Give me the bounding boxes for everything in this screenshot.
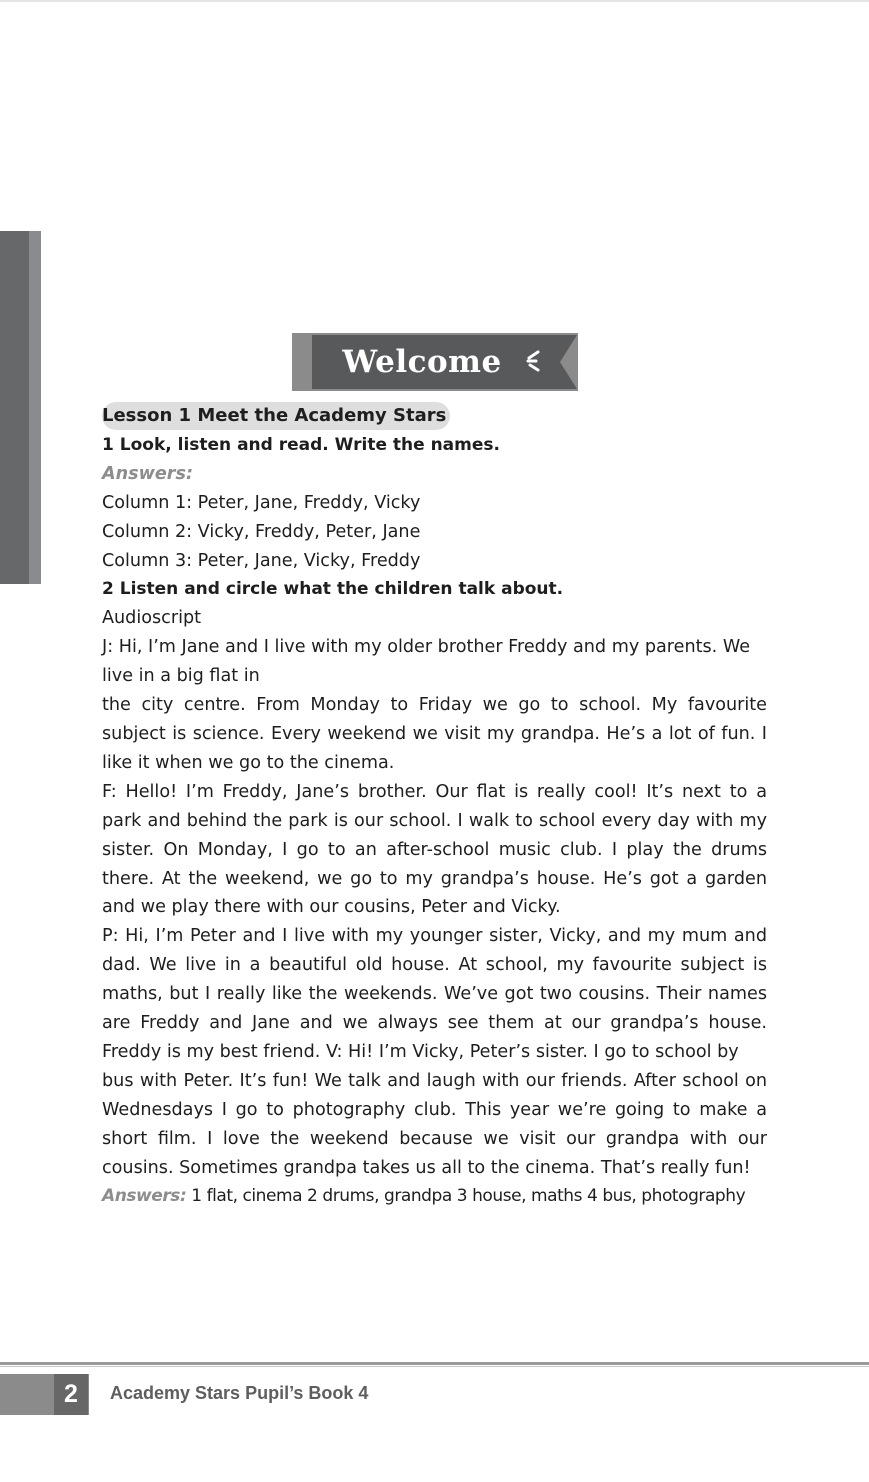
page-content xyxy=(102,402,767,1211)
top-divider xyxy=(0,0,869,2)
vicky-text-start: V: Hi! I’m Vicky, Peter’s sister. I go to school by xyxy=(325,1041,739,1062)
book-title: Academy Stars Pupil’s Book 4 xyxy=(110,1383,369,1403)
peter-paragraph xyxy=(102,922,767,1067)
page-number-box xyxy=(0,1374,89,1415)
answer-column-3: Column 3: Peter, Jane, Vicky, Freddy xyxy=(102,550,421,571)
exercise-2-instruction: 2 Listen and circle what the children talk about. xyxy=(102,579,564,600)
exercise-1-instruction: 1 Look, listen and read. Write the names. xyxy=(102,434,500,455)
jane-line-1: J: Hi, I’m Jane and I live with my older brother Freddy and my parents. We xyxy=(102,637,751,658)
side-tab-highlight xyxy=(29,231,41,584)
freddy-paragraph: F: Hello! I’m Freddy, Jane’s brother. Our flat is really cool! It’s next to a park and behind the park is our school. I walk to school every day with my sister. On Monday, I go to an after-school music club. I play the drums there. At the weekend, we go to my grandpa’s house. He’s got a garden and we play there with our cousins, Peter and Vicky. xyxy=(102,781,767,918)
vicky-paragraph: bus with Peter. It’s fun! We talk and laugh with our friends. After school on Wednesdays I go to photography club. This year we’re going to make a short film. I love the weekend because we visit our grandpa with our cousins. Sometimes grandpa takes us all to the cinema. That’s really fun! xyxy=(102,1070,767,1178)
lesson-title: Lesson 1 Meet the Academy Stars xyxy=(102,402,450,430)
banner-title: Welcome xyxy=(342,344,502,380)
footer-divider-thin xyxy=(0,1366,869,1367)
answer-column-1: Column 1: Peter, Jane, Freddy, Vicky xyxy=(102,492,421,513)
jane-line-2: live in a big flat in xyxy=(102,666,260,687)
answers-text: 1 flat, cinema 2 drums, grandpa 3 house, maths 4 bus, photography xyxy=(191,1186,746,1207)
footer-divider xyxy=(0,1362,869,1365)
answer-column-2: Column 2: Vicky, Freddy, Peter, Jane xyxy=(102,521,421,542)
exercise-2-answers xyxy=(102,1182,767,1211)
audioscript-label: Audioscript xyxy=(102,608,202,629)
answers-label: Answers: xyxy=(102,463,193,484)
page-number: 2 xyxy=(54,1374,88,1415)
answers-label-2: Answers: xyxy=(102,1186,187,1207)
peter-text: P: Hi, I’m Peter and I live with my younger sister, Vicky, and my mum and dad. We live in a beautiful old house. At school, my favourite subject is maths, but I really like the weekends. We’ve got two cousins. Their names are Freddy and Jane and we always see them at our grandpa’s house. Freddy is my best friend. xyxy=(102,926,767,1062)
jane-paragraph: the city centre. From Monday to Friday we go to school. My favourite subject is science. Every weekend we visit my grandpa. He’s a lot of fun. I like it when we go to the cinema. xyxy=(102,695,767,773)
welcome-banner xyxy=(292,333,578,391)
